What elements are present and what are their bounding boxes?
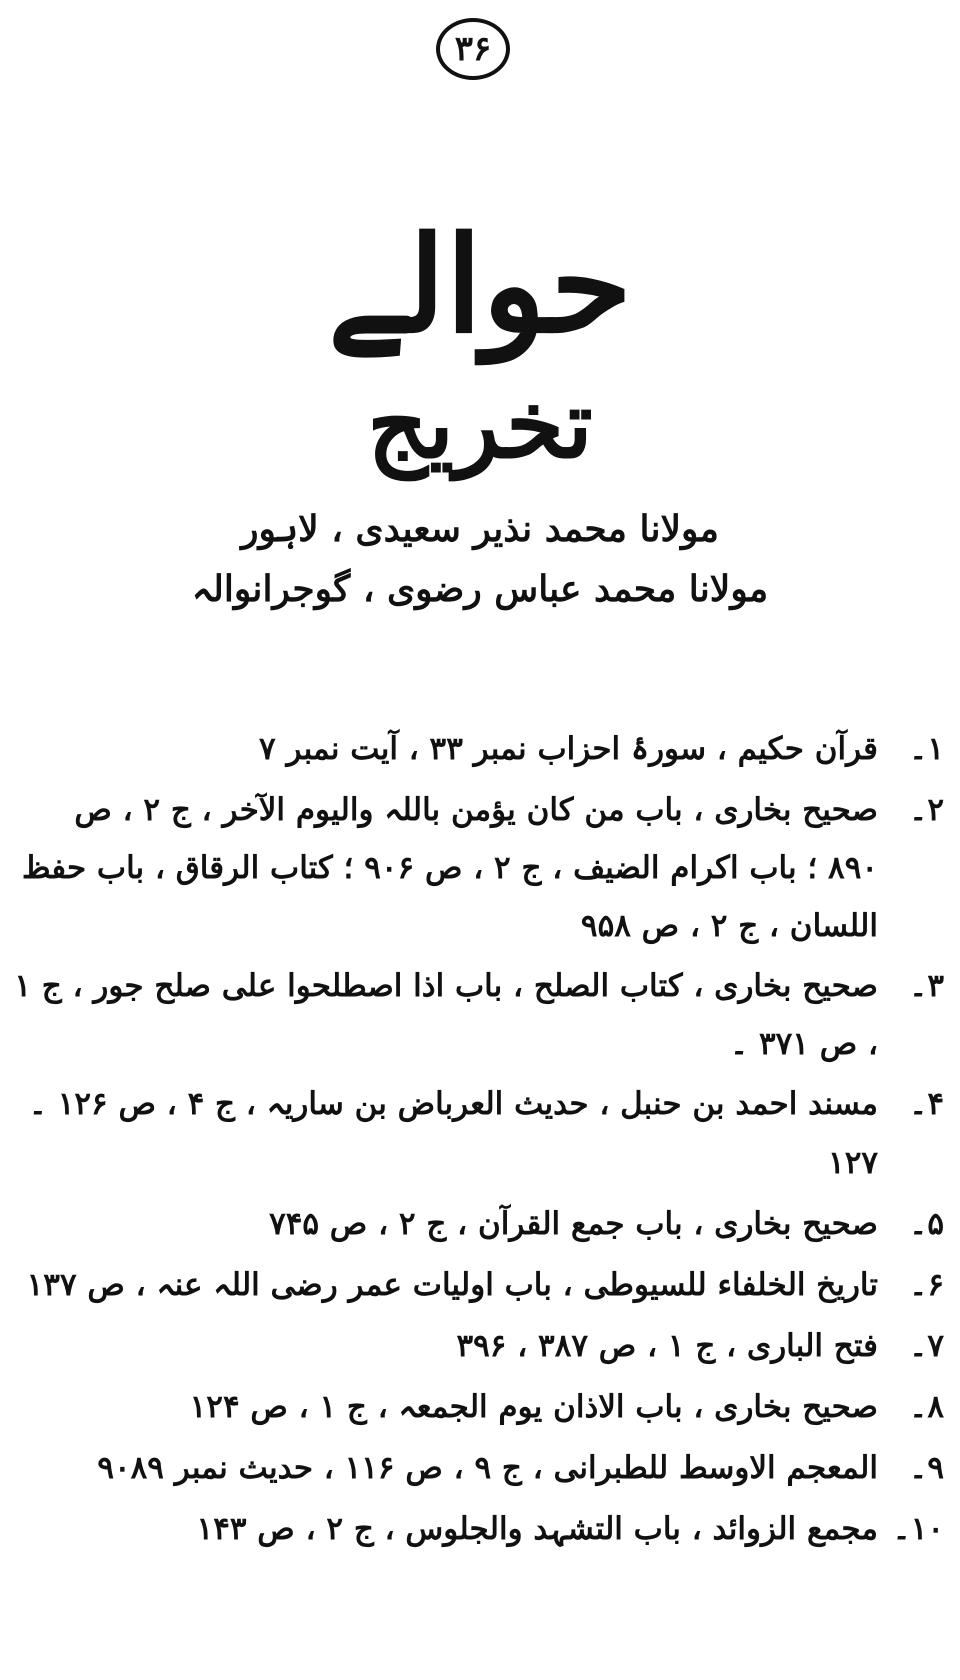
reference-text: صحیح بخاری ، باب من کان یؤمن باللہ والیوم الآخر ، ج ۲ ، ص ۸۹۰ ؛ باب اکرام الضیف ، ج ۲ ، ص ۹۰۶ ؛ کتاب الرقاق ، باب حفظ اللسان ، ج ۲ ، ص ۹۵۸ bbox=[21, 792, 878, 944]
reference-item bbox=[14, 1500, 944, 1559]
reference-item bbox=[14, 1378, 944, 1437]
author-line-1: مولانا محمد نذیر سعیدی ، لاہور bbox=[241, 508, 719, 550]
reference-text: صحیح بخاری ، باب جمع القرآن ، ج ۲ ، ص ۷۴۵ bbox=[269, 1206, 878, 1242]
reference-text: فتح الباری ، ج ۱ ، ص ۳۸۷ ، ۳۹۶ bbox=[456, 1328, 878, 1364]
reference-text: المعجم الاوسط للطبرانی ، ج ۹ ، ص ۱۱۶ ، حدیث نمبر ۹۰۸۹ bbox=[97, 1450, 878, 1486]
reference-item bbox=[14, 1439, 944, 1498]
page-number-badge: ۳۶ bbox=[436, 18, 510, 80]
reference-item bbox=[14, 720, 944, 779]
reference-item bbox=[14, 957, 944, 1073]
reference-list bbox=[14, 720, 944, 1561]
reference-number: ۱۰۔ bbox=[892, 1511, 944, 1547]
reference-item bbox=[14, 1256, 944, 1315]
reference-number: ۶۔ bbox=[909, 1267, 944, 1303]
reference-text: قرآن حکیم ، سورۂ احزاب نمبر ۳۳ ، آیت نمبر ۷ bbox=[259, 731, 878, 767]
page-title: حوالے bbox=[327, 208, 633, 364]
reference-number: ۱۔ bbox=[909, 731, 944, 767]
reference-number: ۴۔ bbox=[909, 1086, 944, 1122]
reference-text: مسند احمد بن حنبل ، حدیث العرباض بن ساریہ ، ج ۴ ، ص ۱۲۶ ۔ ۱۲۷ bbox=[28, 1086, 878, 1181]
reference-item bbox=[14, 1317, 944, 1376]
reference-number: ۲۔ bbox=[909, 792, 944, 828]
reference-number: ۸۔ bbox=[909, 1389, 944, 1425]
reference-item bbox=[14, 781, 944, 955]
reference-text: صحیح بخاری ، باب الاذان یوم الجمعہ ، ج ۱ ، ص ۱۲۴ bbox=[189, 1389, 878, 1425]
reference-text: مجمع الزوائد ، باب التشہد والجلوس ، ج ۲ ، ص ۱۴۳ bbox=[196, 1511, 878, 1547]
author-credits bbox=[0, 505, 960, 625]
reference-number: ۷۔ bbox=[909, 1328, 944, 1364]
reference-item bbox=[14, 1075, 944, 1193]
author-line-2: مولانا محمد عباس رضوی ، گوجرانوالہ bbox=[191, 568, 769, 610]
reference-text: تاریخ الخلفاء للسیوطی ، باب اولیات عمر رضی اللہ عنہ ، ص ۱۳۷ bbox=[26, 1267, 878, 1303]
page-subtitle: تخریج bbox=[367, 370, 593, 481]
reference-item bbox=[14, 1195, 944, 1254]
reference-text: صحیح بخاری ، کتاب الصلح ، باب اذا اصطلحوا علی صلح جور ، ج ۱ ، ص ۳۷۱ ۔ bbox=[14, 968, 878, 1062]
reference-number: ۵۔ bbox=[909, 1206, 944, 1242]
reference-number: ۹۔ bbox=[909, 1450, 944, 1486]
reference-number: ۳۔ bbox=[909, 968, 944, 1004]
